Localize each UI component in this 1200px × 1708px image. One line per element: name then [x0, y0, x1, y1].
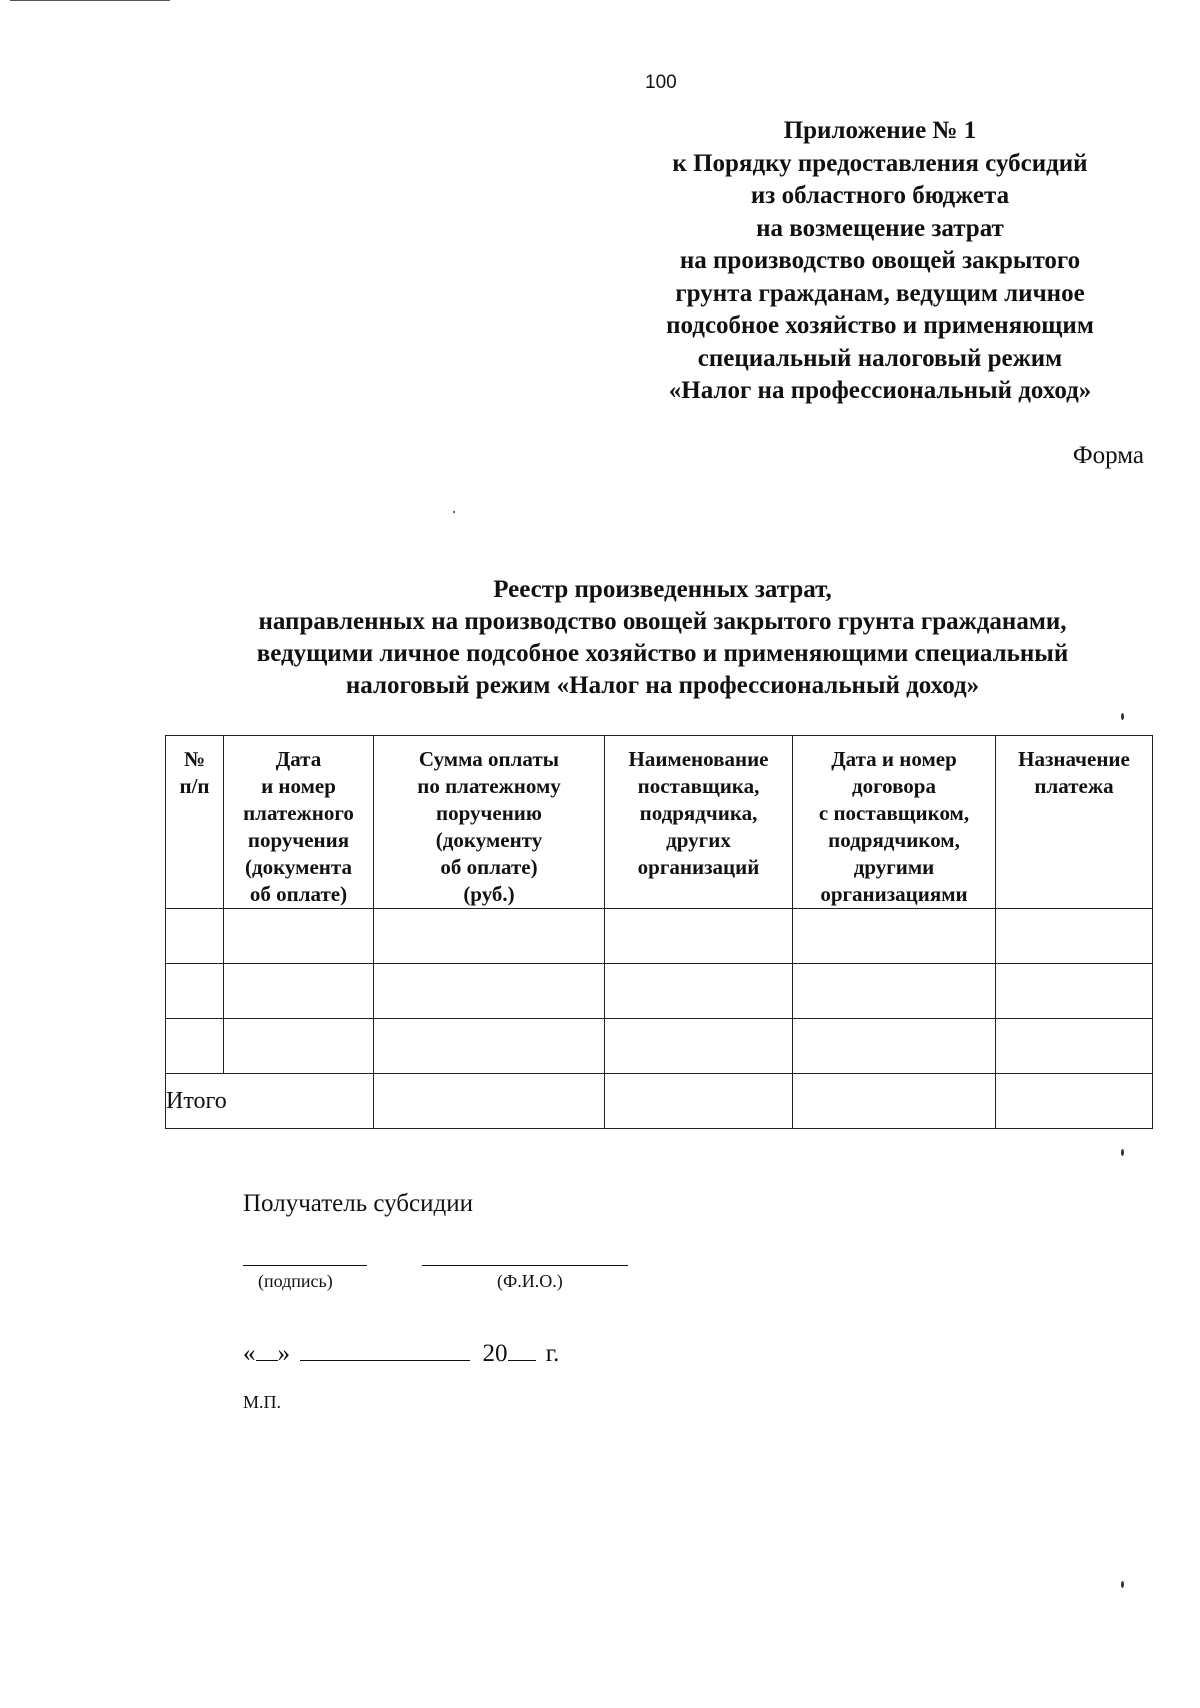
table-cell: [605, 1019, 793, 1074]
table-row: [166, 1019, 1153, 1074]
table-cell: [374, 964, 605, 1019]
scan-edge-mark: [10, 0, 170, 1]
scan-speck: [453, 511, 455, 513]
month-blank: [300, 1340, 470, 1361]
day-blank: [256, 1340, 278, 1361]
table-cell: [374, 909, 605, 964]
table-cell: [996, 1074, 1153, 1129]
stamp-label: М.П.: [243, 1392, 282, 1412]
appendix-line: Приложение № 1: [783, 117, 977, 144]
header-number: № п/п: [166, 736, 224, 909]
table-cell: [224, 909, 374, 964]
date-open-quote: «: [243, 1340, 256, 1367]
year-prefix: 20: [482, 1340, 508, 1367]
table-cell: [793, 964, 996, 1019]
appendix-line: из областного бюджета: [750, 182, 1010, 209]
table-row: [166, 909, 1153, 964]
fio-line: [422, 1265, 628, 1266]
year-suffix: г.: [545, 1340, 560, 1367]
signature-caption: (подпись): [258, 1271, 333, 1291]
table-cell: [224, 964, 374, 1019]
title-line: налоговый режим «Налог на профессиональный доход»: [345, 672, 980, 699]
table-cell: [166, 909, 224, 964]
table-row: [166, 964, 1153, 1019]
appendix-line: подсобное хозяйство и применяющим: [666, 312, 1094, 339]
signature-line: [243, 1265, 367, 1266]
appendix-line: к Порядку предоставления субсидий: [672, 149, 1088, 177]
scan-speck: [1121, 1149, 1124, 1156]
total-row: [166, 1074, 1153, 1129]
header-payment-order: Дата и номер платежного поручения (документа об оплате): [224, 736, 374, 909]
table-cell: [605, 909, 793, 964]
table-cell: [793, 1019, 996, 1074]
table-cell: [374, 1074, 605, 1129]
appendix-line: на производство овощей закрытого: [679, 247, 1081, 274]
header-supplier-name: Наименование поставщика, подрядчика, других организаций: [605, 736, 793, 909]
table-cell: [996, 909, 1153, 964]
table-cell: [996, 1019, 1153, 1074]
appendix-header: [620, 115, 1140, 408]
document-title: [165, 574, 1160, 702]
table-cell: [605, 1074, 793, 1129]
date-close-quote: »: [277, 1340, 290, 1367]
scan-speck: [1121, 1581, 1124, 1588]
scan-speck: [1121, 713, 1124, 720]
header-payment-amount: Сумма оплаты по платежному поручению (документу об оплате) (руб.): [374, 736, 605, 909]
recipient-label: Получатель субсидии: [243, 1190, 473, 1217]
table-cell: [793, 1074, 996, 1129]
table-cell: [793, 909, 996, 964]
title-line: Реестр произведенных затрат,: [493, 576, 832, 603]
appendix-line: «Налог на профессиональный доход»: [668, 377, 1092, 404]
table-cell: [166, 964, 224, 1019]
appendix-line: на возмещение затрат: [756, 214, 1004, 242]
table-cell: [996, 964, 1153, 1019]
table-cell: [605, 964, 793, 1019]
total-label: Итого: [166, 1074, 374, 1129]
page-number: 100: [645, 72, 677, 93]
table-cell: [166, 1019, 224, 1074]
title-line: ведущими личное подсобное хозяйство и применяющими специальный: [256, 640, 1069, 667]
year-blank: [508, 1340, 536, 1361]
fio-caption: (Ф.И.О.): [497, 1271, 563, 1291]
table-header-row: [166, 736, 1153, 909]
header-contract: Дата и номер договора с поставщиком, подрядчиком, другими организациями: [793, 736, 996, 909]
header-payment-purpose: Назначение платежа: [996, 736, 1153, 909]
appendix-line: грунта гражданам, ведущим личное: [675, 279, 1085, 307]
table-cell: [224, 1019, 374, 1074]
date-line: [243, 1340, 559, 1368]
table-cell: [374, 1019, 605, 1074]
title-line: направленных на производство овощей закрытого грунта гражданами,: [258, 608, 1067, 635]
form-label: Форма: [1072, 442, 1144, 469]
registry-table: [165, 735, 1153, 1129]
appendix-line: специальный налоговый режим: [697, 344, 1063, 372]
